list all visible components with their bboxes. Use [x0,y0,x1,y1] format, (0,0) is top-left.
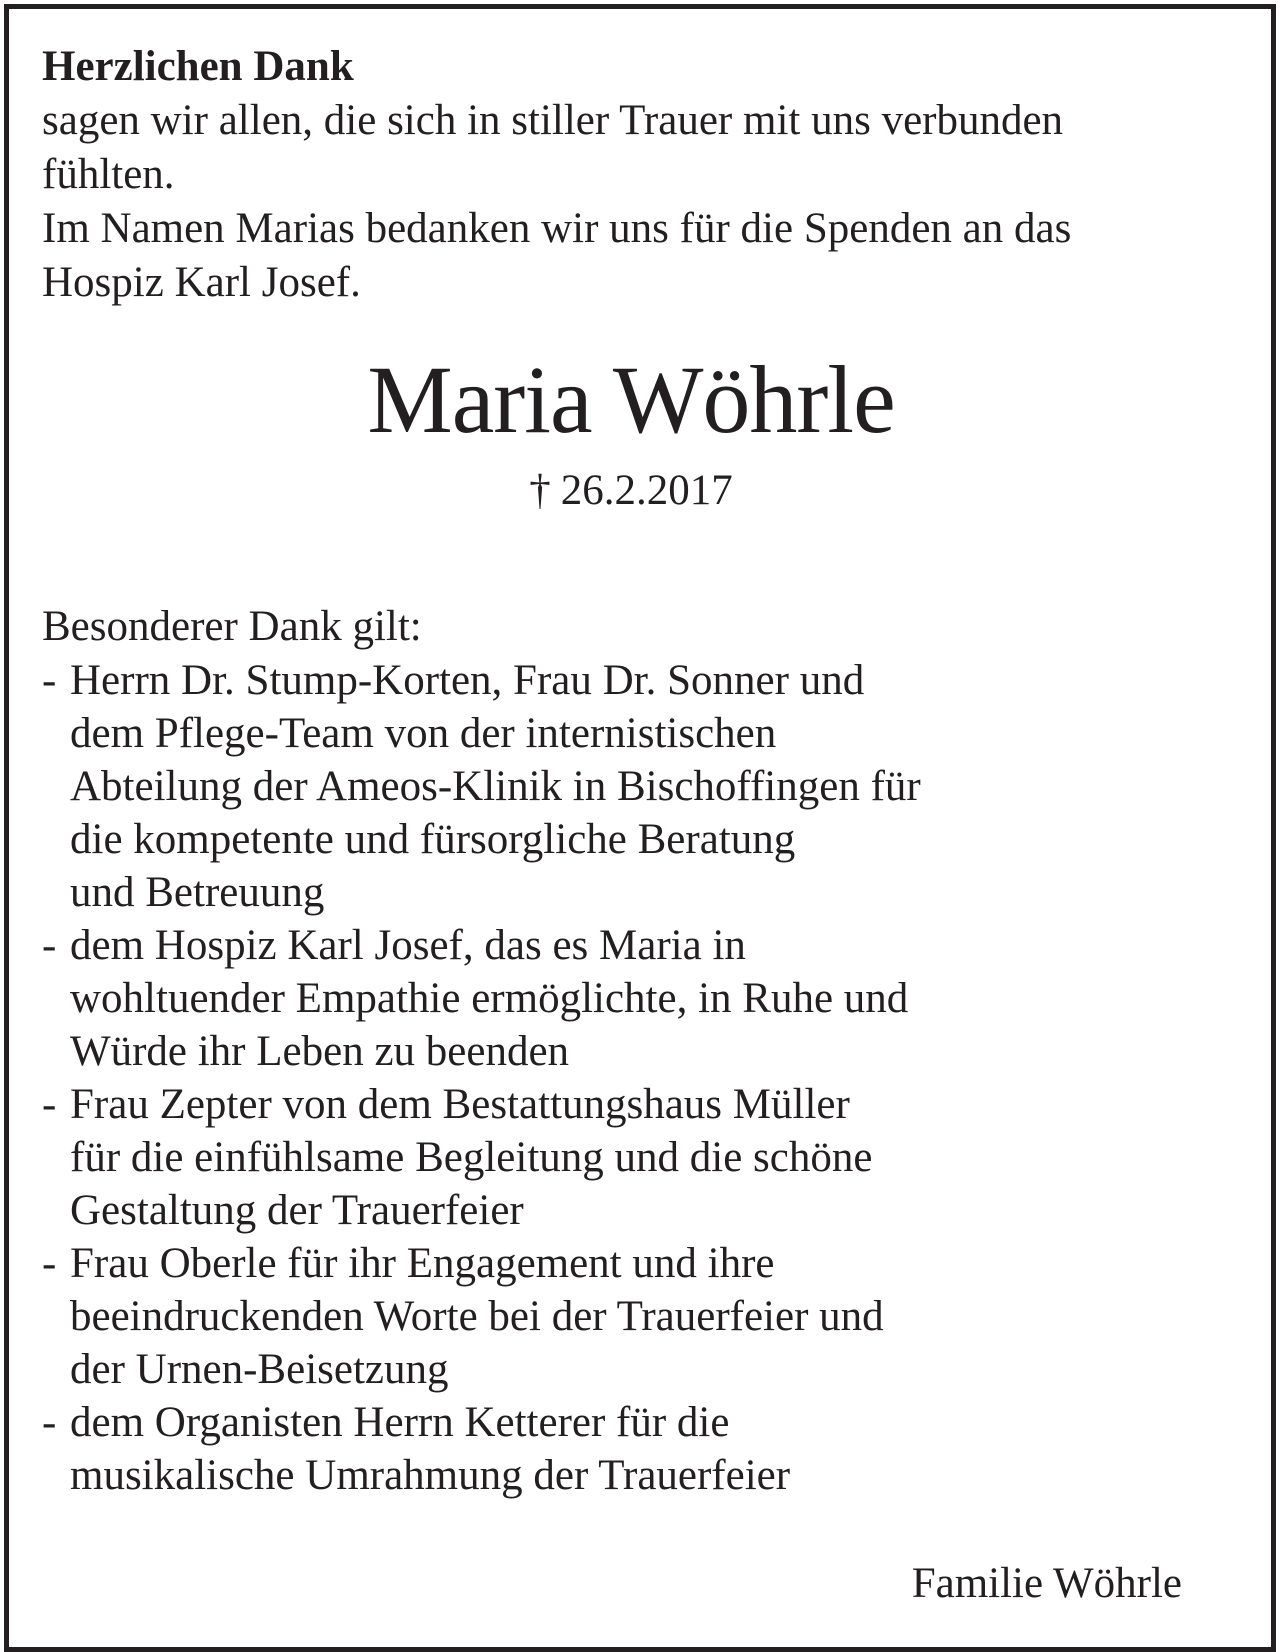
thanks-item-line: für die einfühlsame Begleitung und die schöne [70,1134,873,1181]
list-dash: - [42,1399,57,1446]
thanks-item [42,654,1222,919]
deceased-name: Maria Wöhrle [367,346,895,453]
thanks-item-line: wohltuender Empathie ermöglichte, in Ruhe und [70,975,909,1022]
thanks-intro: Besonderer Dank gilt: [42,603,422,650]
list-dash: - [42,1081,57,1128]
signature: Familie Wöhrle [911,1560,1182,1607]
thanks-item-line: beeindruckenden Worte bei der Trauerfeier und [70,1293,884,1340]
intro-line: sagen wir allen, die sich in stiller Trauer mit uns verbunden [42,97,1064,144]
thanks-item-line: Abteilung der Ameos-Klinik in Bischoffingen für [70,763,921,810]
list-dash: - [42,657,57,704]
thanks-item-line: Herrn Dr. Stump-Korten, Frau Dr. Sonner und [70,657,865,704]
thanks-item-line: musikalische Umrahmung der Trauerfeier [70,1452,791,1499]
thanks-item-line: und Betreuung [70,869,325,916]
thanks-item-line: Frau Oberle für ihr Engagement und ihre [70,1240,775,1287]
thanks-item-line: die kompetente und fürsorgliche Beratung [70,816,796,863]
death-date: 26.2.2017 [560,467,733,514]
list-dash: - [42,922,57,969]
notice-content [42,40,1222,1502]
thanks-item-line: dem Pflege-Team von der internistischen [70,710,777,757]
thanks-item-line: Frau Zepter von dem Bestattungshaus Müller [70,1081,850,1128]
thanks-list [42,654,1222,1502]
intro-text [42,94,1222,310]
cross-icon: † [529,467,551,514]
thanks-item-line: dem Organisten Herrn Ketterer für die [70,1399,730,1446]
death-date-line [0,464,1262,518]
notice-heading: Herzlichen Dank [42,43,354,90]
thanks-item-line: Gestaltung der Trauerfeier [70,1187,524,1234]
intro-line: fühlten. [42,151,175,198]
thanks-item [42,1078,1222,1237]
thanks-item [42,919,1222,1078]
thanks-item-line: Würde ihr Leben zu beenden [70,1028,570,1075]
thanks-item-line: dem Hospiz Karl Josef, das es Maria in [70,922,746,969]
list-dash: - [42,1240,57,1287]
intro-line: Im Namen Marias bedanken wir uns für die Spenden an das [42,205,1072,252]
thanks-item [42,1396,1222,1502]
thanks-item [42,1237,1222,1396]
thanks-item-line: der Urnen-Beisetzung [70,1346,449,1393]
intro-line: Hospiz Karl Josef. [42,259,361,306]
